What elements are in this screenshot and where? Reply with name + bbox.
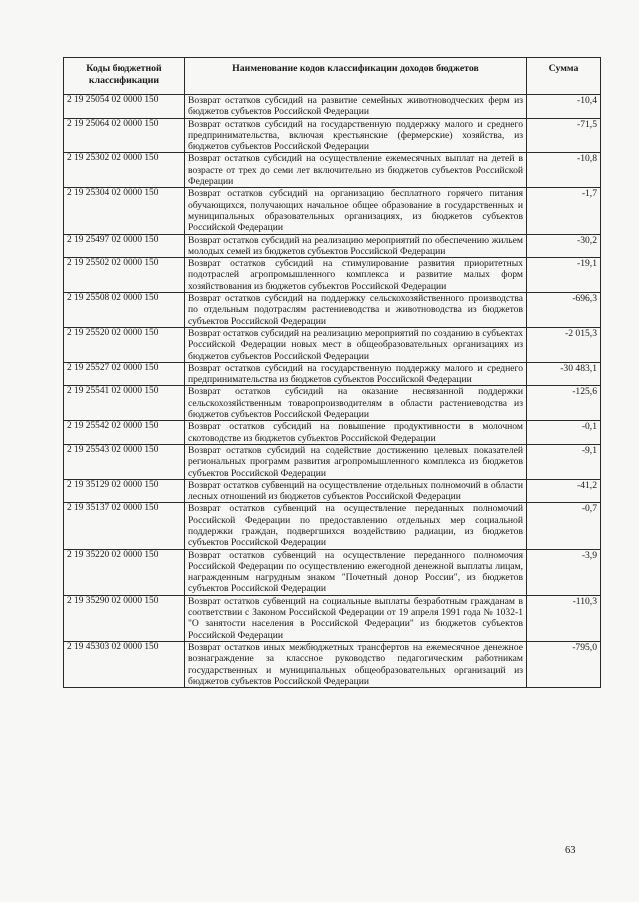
sum-cell: -19,1 — [527, 258, 601, 293]
code-cell: 2 19 45303 02 0000 150 — [64, 641, 185, 687]
table-row — [64, 293, 601, 328]
code-cell: 2 19 25542 02 0000 150 — [64, 421, 185, 445]
name-cell: Возврат остатков субсидий на поддержку сельскохозяйственного производства по отдельным подотраслям растениеводства и животноводства из бюджетов субъектов Российской Федерации — [185, 293, 527, 328]
name-cell: Возврат остатков субвенций на осуществление отдельных полномочий в области лесных отношений из бюджетов субъектов Российской Федерации — [185, 479, 527, 503]
table-row — [64, 641, 601, 687]
sum-cell: -110,3 — [527, 595, 601, 641]
sum-cell: -10,4 — [527, 95, 601, 119]
table-row — [64, 479, 601, 503]
sum-cell: -1,7 — [527, 188, 601, 234]
code-cell: 2 19 25543 02 0000 150 — [64, 444, 185, 479]
table-row — [64, 188, 601, 234]
code-cell: 2 19 35129 02 0000 150 — [64, 479, 185, 503]
name-cell: Возврат остатков субсидий на содействие достижению целевых показателей региональных программ развития агропромышленного комплекса из бюджетов субъектов Российской Федерации — [185, 444, 527, 479]
name-cell: Возврат остатков субсидий на повышение продуктивности в молочном скотоводстве из бюджетов субъектов Российской Федерации — [185, 421, 527, 445]
table-row — [64, 503, 601, 549]
table-row — [64, 95, 601, 119]
budget-classification-table — [63, 57, 601, 688]
sum-cell: -9,1 — [527, 444, 601, 479]
name-cell: Возврат остатков субсидий на реализацию мероприятий по обеспечению жильем молодых семей из бюджетов субъектов Российской Федерации — [185, 234, 527, 258]
code-cell: 2 19 25541 02 0000 150 — [64, 386, 185, 421]
sum-cell: -696,3 — [527, 293, 601, 328]
code-cell: 2 19 35137 02 0000 150 — [64, 503, 185, 549]
code-cell: 2 19 25520 02 0000 150 — [64, 327, 185, 362]
name-cell: Возврат остатков субсидий на государственную поддержку малого и среднего предпринимательства, включая крестьянские (фермерские) хозяйства, из бюджетов субъектов Российской Федерации — [185, 118, 527, 153]
table-row — [64, 118, 601, 153]
table-row — [64, 362, 601, 386]
sum-cell: -10,8 — [527, 153, 601, 188]
code-cell: 2 19 25054 02 0000 150 — [64, 95, 185, 119]
page-number: 63 — [565, 845, 576, 856]
code-cell: 2 19 35220 02 0000 150 — [64, 549, 185, 595]
code-cell: 2 19 25502 02 0000 150 — [64, 258, 185, 293]
table-row — [64, 258, 601, 293]
table-row — [64, 549, 601, 595]
table-row — [64, 421, 601, 445]
sum-cell: -30 483,1 — [527, 362, 601, 386]
name-cell: Возврат остатков иных межбюджетных трансфертов на ежемесячное денежное вознаграждение за классное руководство педагогическим работникам государственных и муниципальных общеобразовательных организаций из бюджетов субъектов Российской Федерации — [185, 641, 527, 687]
sum-cell: -2 015,3 — [527, 327, 601, 362]
sum-cell: -0,1 — [527, 421, 601, 445]
header-code: Коды бюджетной классификации — [64, 58, 185, 95]
sum-cell: -795,0 — [527, 641, 601, 687]
table-row — [64, 444, 601, 479]
sum-cell: -125,6 — [527, 386, 601, 421]
name-cell: Возврат остатков субвенций на социальные выплаты безработным гражданам в соответствии с Законом Российской Федерации от 19 апреля 1991 года № 1032-1 "О занятости населения в Российской Федерации" из бюджетов субъектов Российской Федерации — [185, 595, 527, 641]
name-cell: Возврат остатков субсидий на осуществление ежемесячных выплат на детей в возрасте от трех до семи лет включительно из бюджетов субъектов Российской Федерации — [185, 153, 527, 188]
sum-cell: -30,2 — [527, 234, 601, 258]
name-cell: Возврат остатков субвенций на осуществление переданного полномочия Российской Федерации по осуществлению ежегодной денежной выплаты лицам, награжденным нагрудным знаком "Почетный донор России", из бюджетов субъектов Российской Федерации — [185, 549, 527, 595]
sum-cell: -0,7 — [527, 503, 601, 549]
name-cell: Возврат остатков субсидий на стимулирование развития приоритетных подотраслей агропромышленного комплекса и развитие малых форм хозяйствования из бюджетов субъектов Российской Федерации — [185, 258, 527, 293]
code-cell: 2 19 25527 02 0000 150 — [64, 362, 185, 386]
table-row — [64, 595, 601, 641]
table-row — [64, 327, 601, 362]
code-cell: 2 19 25304 02 0000 150 — [64, 188, 185, 234]
code-cell: 2 19 25302 02 0000 150 — [64, 153, 185, 188]
table-row — [64, 153, 601, 188]
name-cell: Возврат остатков субсидий на развитие семейных животноводческих ферм из бюджетов субъектов Российской Федерации — [185, 95, 527, 119]
name-cell: Возврат остатков субсидий на организацию бесплатного горячего питания обучающихся, получающих начальное общее образование в государственных и муниципальных образовательных организациях, из бюджетов субъектов Российской Федерации — [185, 188, 527, 234]
name-cell: Возврат остатков субсидий на реализацию мероприятий по созданию в субъектах Российской Федерации новых мест в общеобразовательных организациях из бюджетов субъектов Российской Федерации — [185, 327, 527, 362]
table-header-row — [64, 58, 601, 95]
sum-cell: -3,9 — [527, 549, 601, 595]
header-name: Наименование кодов классификации доходов бюджетов — [185, 58, 527, 95]
code-cell: 2 19 25497 02 0000 150 — [64, 234, 185, 258]
sum-cell: -41,2 — [527, 479, 601, 503]
table-row — [64, 386, 601, 421]
name-cell: Возврат остатков субсидий на государственную поддержку малого и среднего предпринимательства из бюджетов субъектов Российской Федерации — [185, 362, 527, 386]
sum-cell: -71,5 — [527, 118, 601, 153]
code-cell: 2 19 25064 02 0000 150 — [64, 118, 185, 153]
code-cell: 2 19 35290 02 0000 150 — [64, 595, 185, 641]
name-cell: Возврат остатков субвенций на осуществление переданных полномочий Российской Федерации по предоставлению отдельных мер социальной поддержки граждан, подвергшихся воздействию радиации, из бюджетов субъектов Российской Федерации — [185, 503, 527, 549]
name-cell: Возврат остатков субсидий на оказание несвязанной поддержки сельскохозяйственным товаропроизводителям в области растениеводства из бюджетов субъектов Российской Федерации — [185, 386, 527, 421]
code-cell: 2 19 25508 02 0000 150 — [64, 293, 185, 328]
header-sum: Сумма — [527, 58, 601, 95]
table-body — [64, 95, 601, 688]
table-row — [64, 234, 601, 258]
